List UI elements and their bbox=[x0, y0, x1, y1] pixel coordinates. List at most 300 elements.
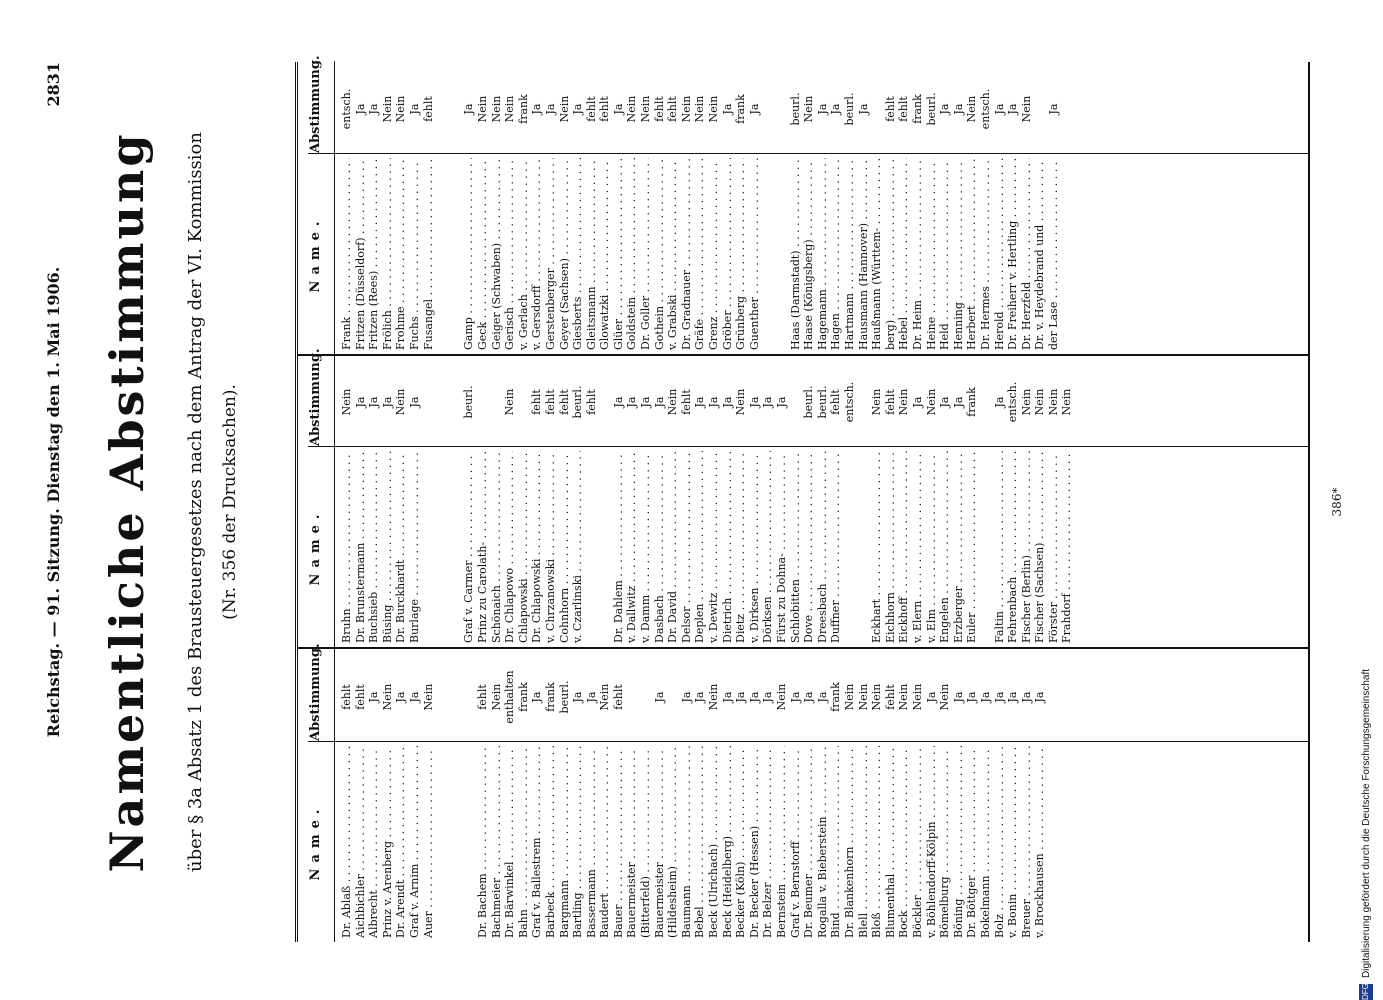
table-row bbox=[625, 354, 639, 647]
member-name: Bauer . . . bbox=[612, 746, 626, 938]
vote-value: Ja bbox=[462, 103, 476, 115]
table-row bbox=[449, 61, 463, 354]
table-row bbox=[789, 354, 803, 647]
table-row bbox=[829, 649, 843, 942]
vote-value: beurl. bbox=[802, 385, 816, 419]
member-name: Dr. v. Heydebrand und . . . bbox=[1033, 158, 1047, 350]
member-name: Geck . . . bbox=[476, 158, 490, 350]
vote-value: Ja bbox=[611, 396, 625, 408]
vote-value: Ja bbox=[625, 396, 639, 408]
table-row bbox=[802, 61, 816, 354]
vote-value: fehlt bbox=[421, 96, 435, 122]
table-row bbox=[816, 354, 830, 647]
table-row bbox=[558, 649, 572, 942]
member-name: v. Damm . . . bbox=[639, 451, 653, 643]
table-row bbox=[490, 354, 504, 647]
member-name: Duffner . . . bbox=[829, 451, 843, 643]
vote-value: Ja bbox=[775, 396, 788, 408]
table-row bbox=[530, 649, 544, 942]
vote-value: frank bbox=[910, 94, 924, 124]
member-name: Böckler . . . bbox=[911, 746, 925, 938]
vote-value: Ja bbox=[992, 396, 1006, 408]
table-row bbox=[748, 649, 762, 942]
table-row bbox=[680, 61, 694, 354]
member-name: Hartmann . . . bbox=[843, 158, 857, 350]
vote-value: Nein bbox=[1046, 388, 1060, 416]
vote-value: Nein bbox=[394, 388, 408, 416]
vote-value: entsch. bbox=[340, 88, 353, 130]
table-row bbox=[993, 61, 1007, 354]
member-name: Auer . . . bbox=[422, 746, 436, 938]
vote-value: Nein bbox=[775, 683, 788, 711]
table-row bbox=[394, 61, 408, 354]
table-row bbox=[340, 649, 354, 942]
member-name: v. Chrzanowski . . . bbox=[544, 451, 558, 643]
table-row bbox=[544, 354, 558, 647]
column-group-3 bbox=[298, 55, 1308, 356]
vote-value: Nein bbox=[340, 388, 353, 416]
vote-value: fehlt bbox=[829, 389, 843, 415]
member-name: Dr. Bachem . . . bbox=[476, 746, 490, 938]
table-row bbox=[435, 354, 449, 647]
vote-value: fehlt bbox=[543, 389, 557, 415]
name-header: Name. bbox=[308, 508, 323, 586]
table-row bbox=[598, 61, 612, 354]
member-name: Frahdorf . . . bbox=[1060, 451, 1074, 643]
table-row bbox=[394, 649, 408, 942]
vote-value: Nein bbox=[707, 683, 721, 711]
vote-value: Nein bbox=[679, 95, 693, 123]
table-row bbox=[435, 649, 449, 942]
vote-value: fehlt bbox=[897, 96, 911, 122]
member-name: Dr. Gradnauer . . . bbox=[680, 158, 694, 350]
member-name: Chlapowski . . . bbox=[517, 451, 531, 643]
member-name: Hausmann (Hannover) . . . bbox=[857, 158, 871, 350]
member-name: Herbert . . . bbox=[965, 158, 979, 350]
member-name: Guenther . . . bbox=[748, 158, 762, 350]
member-name: Gräfe . . . bbox=[693, 158, 707, 350]
table-row bbox=[462, 61, 476, 354]
vote-value: beurl. bbox=[842, 92, 856, 126]
table-row bbox=[938, 354, 952, 647]
vote-value: Ja bbox=[571, 691, 585, 703]
table-row bbox=[816, 61, 830, 354]
member-name: Grünberg . . . bbox=[734, 158, 748, 350]
member-name: v. Gerlach . . . bbox=[517, 158, 531, 350]
vote-value: Nein bbox=[1033, 388, 1047, 416]
document-title: Namentliche Abstimmung bbox=[100, 131, 154, 873]
member-name: Delsor . . . bbox=[680, 451, 694, 643]
table-row bbox=[354, 61, 368, 354]
member-name: Grenz . . . bbox=[707, 158, 721, 350]
vote-value: Ja bbox=[1019, 691, 1033, 703]
table-row bbox=[897, 61, 911, 354]
member-name: Erzberger . . . bbox=[952, 451, 966, 643]
table-row bbox=[517, 354, 531, 647]
table-row bbox=[748, 61, 762, 354]
member-name: Graf v. Ballestrem . . . bbox=[530, 746, 544, 938]
vote-value: Ja bbox=[802, 691, 816, 703]
vote-header: Abstimmung. bbox=[308, 60, 334, 154]
vote-value: Ja bbox=[1006, 103, 1020, 115]
member-name: Fritzen (Düsseldorf) . . . bbox=[354, 158, 368, 350]
vote-value: Ja bbox=[856, 103, 870, 115]
table-row bbox=[435, 61, 449, 354]
member-name: Schlobitten . . . bbox=[789, 451, 803, 643]
vote-value: Nein bbox=[394, 95, 408, 123]
member-name: Dasbach . . . bbox=[653, 451, 667, 643]
table-row bbox=[625, 649, 639, 942]
member-name: Dr. Böttger . . . bbox=[965, 746, 979, 938]
vote-value: beurl. bbox=[815, 385, 829, 419]
member-name: Barbeck . . . bbox=[544, 746, 558, 938]
table-row bbox=[775, 61, 789, 354]
table-row bbox=[394, 354, 408, 647]
member-name: Dr. Ablaß . . . bbox=[340, 746, 354, 938]
table-row bbox=[571, 649, 585, 942]
table-row bbox=[367, 61, 381, 354]
table-row bbox=[802, 649, 816, 942]
member-name: Gerisch . . . bbox=[503, 158, 517, 350]
vote-value: Ja bbox=[938, 103, 952, 115]
vote-value: Nein bbox=[503, 388, 517, 416]
vote-value: Nein bbox=[938, 683, 952, 711]
vote-value: Ja bbox=[407, 396, 421, 408]
member-name: Haas (Darmstadt) . . . bbox=[789, 158, 803, 350]
vote-value: Ja bbox=[992, 691, 1006, 703]
table-row bbox=[476, 61, 490, 354]
table-row bbox=[829, 61, 843, 354]
table-row bbox=[993, 649, 1007, 942]
member-name: Glüer . . . bbox=[612, 158, 626, 350]
vote-value: Ja bbox=[693, 396, 707, 408]
vote-value: fehlt bbox=[353, 684, 367, 710]
vote-value: frank bbox=[543, 682, 557, 712]
table-row bbox=[503, 649, 517, 942]
member-name: Dr. David . . . bbox=[666, 451, 680, 643]
vote-value: Ja bbox=[1033, 691, 1047, 703]
table-row bbox=[897, 649, 911, 942]
member-name: v. Bonin . . . bbox=[1006, 746, 1020, 938]
vote-value: Nein bbox=[489, 95, 503, 123]
vote-value: fehlt bbox=[652, 96, 666, 122]
table-row bbox=[503, 61, 517, 354]
member-name: Baumann . . . bbox=[680, 746, 694, 938]
table-row bbox=[911, 649, 925, 942]
vote-value: Nein bbox=[734, 388, 748, 416]
vote-value: Ja bbox=[747, 691, 761, 703]
member-name: Prinz zu Carolath- . . . bbox=[476, 451, 490, 643]
vote-value: Nein bbox=[965, 95, 979, 123]
vote-value: entsch. bbox=[842, 381, 856, 423]
table-row bbox=[748, 354, 762, 647]
member-name: Dr. Bärwinkel . . . bbox=[503, 746, 517, 938]
table-row bbox=[721, 649, 735, 942]
vote-value: Ja bbox=[639, 396, 653, 408]
vote-value: Ja bbox=[679, 691, 693, 703]
table-row bbox=[1033, 649, 1047, 942]
member-name: Dr. Belzer . . . bbox=[761, 746, 775, 938]
member-name: Graf v. Arnim . . . bbox=[408, 746, 422, 938]
table-row bbox=[952, 61, 966, 354]
table-row bbox=[354, 354, 368, 647]
vote-value: Nein bbox=[693, 95, 707, 123]
member-name: Dr. Beumer . . . bbox=[802, 746, 816, 938]
table-row bbox=[476, 649, 490, 942]
vote-value: Ja bbox=[761, 691, 775, 703]
table-row bbox=[476, 354, 490, 647]
table-row bbox=[802, 354, 816, 647]
vote-value: enthalten bbox=[503, 670, 517, 724]
vote-value: Ja bbox=[584, 691, 598, 703]
table-row bbox=[979, 61, 993, 354]
vote-value: Ja bbox=[652, 691, 666, 703]
table-row bbox=[530, 61, 544, 354]
member-name: v. Grabski . . . bbox=[666, 158, 680, 350]
member-name: Dr. Herzfeld . . . bbox=[1020, 158, 1034, 350]
vote-value: Nein bbox=[557, 95, 571, 123]
vote-value: Ja bbox=[543, 103, 557, 115]
member-name: Fusangel . . . bbox=[422, 158, 436, 350]
member-name: Büsing . . . bbox=[381, 451, 395, 643]
vote-value: Nein bbox=[842, 683, 856, 711]
vote-value: Ja bbox=[815, 103, 829, 115]
member-name: Bartling . . . bbox=[571, 746, 585, 938]
member-name: Glowatzki . . . bbox=[598, 158, 612, 350]
table-row bbox=[367, 649, 381, 942]
table-row bbox=[979, 649, 993, 942]
vote-value: fehlt bbox=[475, 684, 489, 710]
member-name: Graf v. Carmer . . . bbox=[462, 451, 476, 643]
column-rows bbox=[340, 649, 1047, 942]
table-row bbox=[1006, 649, 1020, 942]
member-name: Giesberts . . . bbox=[571, 158, 585, 350]
table-row bbox=[408, 649, 422, 942]
member-name: Hebel . . . bbox=[897, 158, 911, 350]
table-row bbox=[979, 354, 993, 647]
vote-value: fehlt bbox=[530, 389, 544, 415]
vote-value: fehlt bbox=[666, 96, 680, 122]
member-name: Eichhorn . . . bbox=[884, 451, 898, 643]
member-name: Haase (Königsberg) . . . bbox=[802, 158, 816, 350]
member-name: Bernstein . . . bbox=[775, 746, 789, 938]
member-name: Geiger (Schwaben) . . . bbox=[490, 158, 504, 350]
table-row bbox=[612, 61, 626, 354]
table-row bbox=[761, 649, 775, 942]
member-name: Herold . . . bbox=[993, 158, 1007, 350]
table-row bbox=[408, 354, 422, 647]
member-name: Dietz . . . bbox=[734, 451, 748, 643]
table-row bbox=[1020, 354, 1034, 647]
vote-value: Nein bbox=[897, 683, 911, 711]
table-row bbox=[558, 61, 572, 354]
member-name: Dr. Arendt . . . bbox=[394, 746, 408, 938]
member-name: v. Böhlendorff-Kölpin . . . bbox=[925, 746, 939, 938]
table-row bbox=[761, 61, 775, 354]
table-row bbox=[558, 354, 572, 647]
column-rows bbox=[340, 61, 1060, 354]
table-row bbox=[993, 354, 1007, 647]
table-row bbox=[857, 61, 871, 354]
vote-value: Nein bbox=[870, 388, 884, 416]
column-rows bbox=[340, 354, 1074, 647]
member-name: Dörksen . . . bbox=[761, 451, 775, 643]
member-name: Fischer (Berlin) . . . bbox=[1020, 451, 1034, 643]
table-row bbox=[1006, 354, 1020, 647]
member-name: Frank . . . bbox=[340, 158, 354, 350]
vote-value: Nein bbox=[503, 95, 517, 123]
vote-value: fehlt bbox=[883, 684, 897, 710]
table-row bbox=[490, 61, 504, 354]
member-name: Bokelmann . . . bbox=[979, 746, 993, 938]
vote-value: fehlt bbox=[584, 389, 598, 415]
member-name: Dr. Blankenhorn . . . bbox=[843, 746, 857, 938]
table-row bbox=[952, 354, 966, 647]
table-row bbox=[911, 61, 925, 354]
member-name: Dr. Burckhardt . . . bbox=[394, 451, 408, 643]
vote-value: Nein bbox=[1019, 95, 1033, 123]
table-row bbox=[693, 61, 707, 354]
member-name: Dr. Chlapowski . . . bbox=[530, 451, 544, 643]
table-row bbox=[612, 354, 626, 647]
vote-value: Nein bbox=[598, 683, 612, 711]
table-row bbox=[367, 354, 381, 647]
vote-value: Ja bbox=[1046, 103, 1060, 115]
member-name: Dr. Goller . . . bbox=[639, 158, 653, 350]
member-name: Rogalla v. Bieberstein . . . bbox=[816, 746, 830, 938]
member-name: Held . . . bbox=[938, 158, 952, 350]
table-row bbox=[884, 354, 898, 647]
member-name: Dr. Becker (Hessen) . . . bbox=[748, 746, 762, 938]
member-name: Euler . . . bbox=[965, 451, 979, 643]
table-row bbox=[462, 354, 476, 647]
table-row bbox=[693, 649, 707, 942]
vote-value: Nein bbox=[910, 683, 924, 711]
member-name: Gerstenberger . . . bbox=[544, 158, 558, 350]
document-subtitle-reference: (Nr. 356 der Drucksachen). bbox=[220, 384, 240, 620]
vote-value: Ja bbox=[380, 396, 394, 408]
table-row bbox=[775, 354, 789, 647]
member-name: v. Dewitz . . . bbox=[707, 451, 721, 643]
member-name: v. Brockhausen . . . bbox=[1033, 746, 1047, 938]
running-header bbox=[40, 62, 70, 942]
vote-value: fehlt bbox=[557, 389, 571, 415]
member-name: Bolz . . . bbox=[993, 746, 1007, 938]
vote-value: Nein bbox=[421, 683, 435, 711]
table-row bbox=[925, 354, 939, 647]
table-row bbox=[612, 649, 626, 942]
vote-value: Ja bbox=[530, 691, 544, 703]
table-row bbox=[857, 354, 871, 647]
vote-value: Ja bbox=[951, 691, 965, 703]
table-row bbox=[422, 649, 436, 942]
vote-value: Nein bbox=[489, 683, 503, 711]
vote-value: Ja bbox=[815, 691, 829, 703]
vote-value: Ja bbox=[938, 396, 952, 408]
table-row bbox=[1006, 61, 1020, 354]
member-name: v. Czarlinski . . . bbox=[571, 451, 585, 643]
vote-value: fehlt bbox=[340, 684, 353, 710]
vote-value: Nein bbox=[1060, 388, 1074, 416]
table-row bbox=[680, 649, 694, 942]
member-name: Frohme . . . bbox=[394, 158, 408, 350]
member-name: Bloß . . . bbox=[870, 746, 884, 938]
member-name: Gamp . . . bbox=[462, 158, 476, 350]
member-name: (Bitterfeld) . . . bbox=[639, 746, 653, 938]
vote-value: Ja bbox=[829, 103, 843, 115]
vote-value: frank bbox=[829, 682, 843, 712]
vote-value: Ja bbox=[707, 396, 721, 408]
table-row bbox=[911, 354, 925, 647]
vote-value: Ja bbox=[910, 396, 924, 408]
vote-value: Nein bbox=[380, 683, 394, 711]
table-row bbox=[965, 61, 979, 354]
table-row bbox=[585, 61, 599, 354]
member-name: Bauermeister . . . bbox=[625, 746, 639, 938]
table-row bbox=[666, 354, 680, 647]
vote-value: fehlt bbox=[584, 96, 598, 122]
document-subtitle: über § 3a Absatz 1 des Brausteuergesetzes nach dem Antrag der VI. Kommission bbox=[185, 132, 206, 872]
table-row bbox=[544, 649, 558, 942]
table-row bbox=[653, 649, 667, 942]
table-row bbox=[870, 649, 884, 942]
table-row bbox=[544, 61, 558, 354]
vote-value: beurl. bbox=[462, 385, 476, 419]
vote-value: frank bbox=[516, 94, 530, 124]
table-row bbox=[870, 354, 884, 647]
member-name: Fehrenbach . . . bbox=[1006, 451, 1020, 643]
table-row bbox=[1020, 649, 1034, 942]
member-name: (Hildesheim) . . . bbox=[666, 746, 680, 938]
vote-value: Ja bbox=[924, 691, 938, 703]
vote-value: Nein bbox=[380, 95, 394, 123]
member-name: Dr. Brunstermann . . . bbox=[354, 451, 368, 643]
member-name: Bömelburg . . . bbox=[938, 746, 952, 938]
member-name: Dr. Chlapowo . . . bbox=[503, 451, 517, 643]
member-name: Beck (Heidelberg) . . . bbox=[721, 746, 735, 938]
table-row bbox=[422, 354, 436, 647]
vote-value: frank bbox=[516, 682, 530, 712]
vote-value: frank bbox=[734, 94, 748, 124]
table-row bbox=[680, 354, 694, 647]
member-name: Beck (Ulrichach) . . . bbox=[707, 746, 721, 938]
footer-page-number: 386* bbox=[1330, 487, 1344, 517]
vote-value: Ja bbox=[394, 691, 408, 703]
member-name: Heine . . . bbox=[925, 158, 939, 350]
vote-value: Ja bbox=[761, 396, 775, 408]
member-name: Cohnhorn . . . bbox=[558, 451, 572, 643]
table-row bbox=[884, 649, 898, 942]
vote-value: fehlt bbox=[598, 96, 612, 122]
table-row bbox=[1033, 61, 1047, 354]
member-name: Goldstein . . . bbox=[625, 158, 639, 350]
table-row bbox=[585, 649, 599, 942]
table-row bbox=[707, 354, 721, 647]
vote-value: Ja bbox=[747, 396, 761, 408]
vote-value: Ja bbox=[407, 691, 421, 703]
column-header bbox=[298, 643, 335, 942]
vote-value: Ja bbox=[367, 691, 381, 703]
vote-value: Ja bbox=[734, 691, 748, 703]
vote-value: Ja bbox=[720, 103, 734, 115]
table-row bbox=[734, 61, 748, 354]
table-row bbox=[693, 354, 707, 647]
member-name: Engelen . . . bbox=[938, 451, 952, 643]
member-name: der Lase . . . bbox=[1047, 158, 1061, 350]
member-name: Baudert . . . bbox=[598, 746, 612, 938]
vote-value: fehlt bbox=[611, 684, 625, 710]
member-name: Henning . . . bbox=[952, 158, 966, 350]
